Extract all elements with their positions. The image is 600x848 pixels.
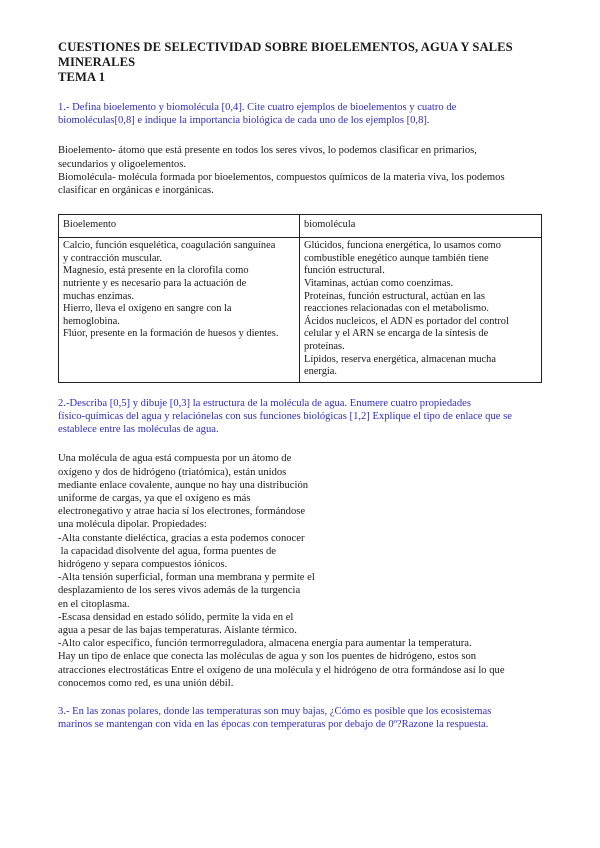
question-1	[58, 101, 544, 127]
cell-line: proteínas.	[304, 340, 345, 352]
cell-line: Glúcidos, funciona energética, lo usamos como	[304, 240, 501, 252]
answer-2-line: una molécula dipolar. Propiedades:	[58, 519, 207, 531]
cell-line: Hierro, lleva el oxígeno en sangre con la	[63, 303, 232, 315]
cell-line: muchas enzimas.	[63, 290, 134, 302]
answer-2-line: agua a pesar de las bajas temperaturas. Aislante térmico.	[58, 625, 297, 636]
answer-2-narrow-block	[58, 452, 328, 637]
answer-1	[58, 144, 544, 197]
question-1-line: 1.- Defina bioelemento y biomolécula [0,4]. Cite cuatro ejemplos de bioelementos y cuatro de	[58, 102, 457, 113]
answer-1-line: Bioelemento- átomo que está presente en todos los seres vivos, lo podemos clasificar en primarios,	[58, 145, 477, 157]
cell-line: Lípidos, reserva energética, almacenan mucha	[304, 353, 496, 365]
cell-line: Flúor, presente en la formación de huesos y dientes.	[63, 328, 279, 340]
answer-2	[58, 452, 544, 690]
cell-line: función estructural.	[304, 265, 385, 277]
question-2-line: físico-químicas del agua y relaciónelas con sus funciones biológicas [1,2] Explique el tipo de enlace que se	[58, 410, 512, 422]
answer-1-line: secundarios y oligoelementos.	[58, 158, 186, 170]
title-line: MINERALES	[58, 55, 136, 69]
cell-line: y contracción muscular.	[63, 252, 162, 264]
document-page	[58, 40, 544, 731]
question-2	[58, 397, 544, 437]
answer-2-line: Hay un tipo de enlace que conecta las moléculas de agua y son los puentes de hidrógeno, estos son	[58, 651, 477, 663]
answer-2-line: electronegativo y atrae hacia sí los electrones, formándose	[58, 506, 306, 518]
answer-2-line: -Alta tensión superficial, forman una membrana y permite el	[58, 572, 315, 584]
cell-line: Magnesio, está presente en la clorofila como	[63, 265, 249, 277]
title-line: CUESTIONES DE SELECTIVIDAD SOBRE BIOELEMENTOS, AGUA Y SALES	[58, 40, 513, 54]
cell-line: Calcio, función esquelética, coagulación sanguínea	[63, 240, 276, 252]
question-1-line: biomoléculas[0,8] e indique la importancia biológica de cada uno de los ejemplos [0,8].	[58, 115, 430, 127]
answer-2-line: -Escasa densidad en estado sólido, permite la vida en el	[58, 611, 294, 623]
question-2-line: establece entre las moléculas de agua.	[58, 424, 219, 436]
question-3	[58, 705, 544, 731]
subtitle-tema: TEMA 1	[58, 70, 106, 84]
question-3-line: 3.- En las zonas polares, donde las temperaturas son muy bajas, ¿Cómo es posible que los ecosistemas	[58, 706, 492, 718]
table-header-bioelemento: Bioelemento	[59, 215, 300, 238]
table-cell-biomoleculas	[300, 238, 542, 383]
answer-2-line: oxígeno y dos de hidrógeno (triatómica), están unidos	[58, 466, 287, 478]
answer-2-line: atracciones electrostáticas Entre el oxígeno de una molécula y el hidrógeno de otra formándose así lo que	[58, 664, 505, 676]
answer-2-line: en el citoplasma.	[58, 598, 130, 610]
question-3-line: marinos se mantengan con vida en las épocas con temperaturas por debajo de 0º?Razone la respuesta.	[58, 719, 489, 731]
answer-2-line: Una molécula de agua está compuesta por un átomo de	[58, 453, 292, 465]
answer-2-line: desplazamiento de los seres vivos además de la turgencia	[58, 585, 301, 597]
cell-line: reacciones relacionadas con el metabolismo.	[304, 303, 489, 315]
table-header-row	[59, 215, 542, 238]
answer-2-line: uniforme de cargas, ya que el oxígeno es más	[58, 492, 251, 504]
answer-2-line: mediante enlace covalente, aunque no hay una distribución	[58, 479, 309, 491]
answer-1-line: clasificar en orgánicas e inorgánicas.	[58, 185, 214, 197]
answer-2-line: la capacidad disolvente del agua, forma puentes de	[58, 545, 276, 557]
answer-2-line: hidrógeno y separa compuestos iónicos.	[58, 558, 228, 570]
bioelement-table	[58, 214, 542, 383]
cell-line: nutriente y es necesario para la actuación de	[63, 278, 247, 289]
cell-line: Vitaminas, actúan como coenzimas.	[304, 278, 454, 289]
answer-2-line: -Alta constante dieléctica, gracias a esta podemos conocer	[58, 532, 305, 544]
cell-line: celular y el ARN se encarga de la síntesis de	[304, 328, 489, 340]
answer-2-line: conocemos como red, es una unión débil.	[58, 677, 234, 689]
table-row	[59, 238, 542, 383]
cell-line: combustible enegético aunque también tiene	[304, 252, 489, 264]
cell-line: hemoglobina.	[63, 315, 120, 327]
answer-1-line: Biomolécula- molécula formada por bioelementos, compuestos químicos de la materia viva, los podemos	[58, 171, 505, 183]
cell-line: Proteínas, función estructural, actúan en las	[304, 290, 485, 302]
table-cell-bioelementos	[59, 238, 300, 383]
answer-2-line: -Alto calor específico, función termorreguladora, almacena energía para aumentar la temperatura.	[58, 638, 472, 650]
cell-line: energía.	[304, 366, 337, 378]
cell-line: Ácidos nucleicos, el ADN es portador del control	[304, 315, 509, 327]
table-header-biomolecula: biomolécula	[300, 215, 542, 238]
question-2-line: 2.-Describa [0,5] y dibuje [0,3] la estructura de la molécula de agua. Enumere cuatro propiedades	[58, 397, 471, 409]
document-title	[58, 40, 544, 85]
